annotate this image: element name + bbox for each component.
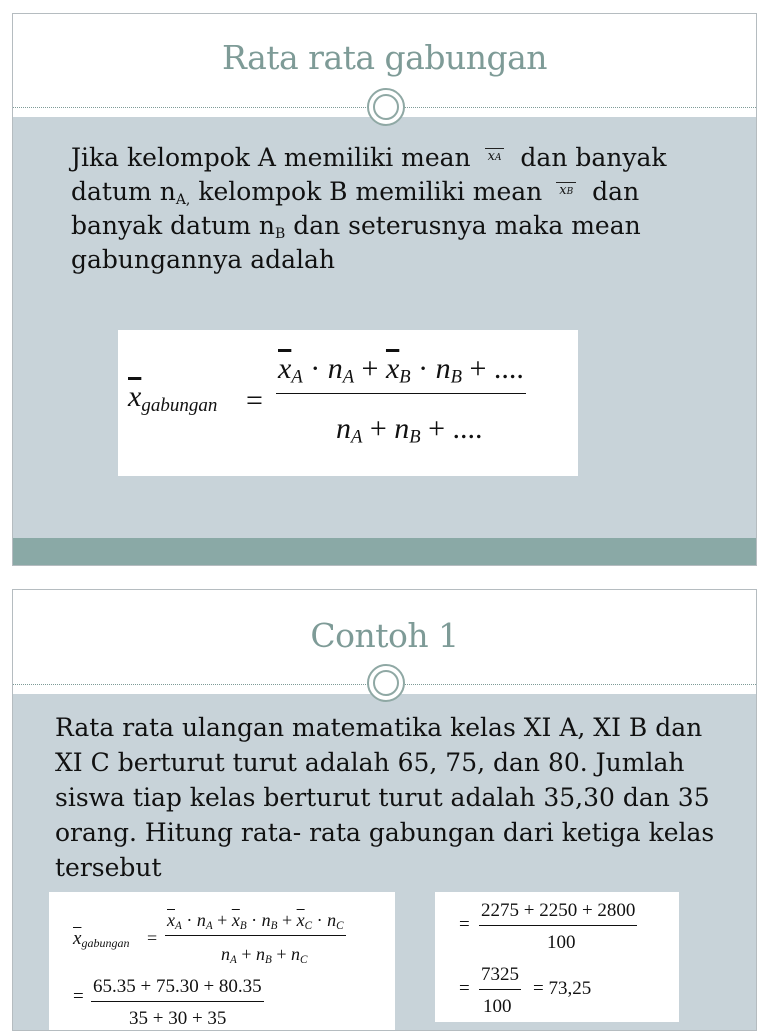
example-formula-left: [49, 892, 395, 1031]
example-line-2: XI C berturut turut adalah 65, 75, dan 80. Jumlah: [55, 748, 685, 777]
example-line-1: Rata rata ulangan matematika kelas XI A, XI B dan: [55, 713, 703, 742]
example-line-5: tersebut: [55, 853, 162, 882]
definition-line-4: gabungannya adalah: [71, 245, 336, 274]
definition-line-3: banyak datum $n_B$ dan seterusnya maka mean: [71, 211, 641, 242]
left-step2-numerator: 65.35 + 75.30 + 80.35: [91, 976, 264, 1002]
combined-mean-formula: [118, 330, 578, 476]
right-equals-1: =: [459, 914, 470, 935]
circle-ornament-icon: [367, 664, 405, 702]
formula-equals: =: [246, 384, 263, 417]
example-line-3: siswa tiap kelas berturut turut adalah 35,30 dan 35: [55, 783, 710, 812]
left-equals: =: [147, 928, 158, 948]
left-step2-equals: =: [73, 986, 84, 1007]
left-denominator: nA + nB + nC: [221, 944, 308, 966]
example-line-4: orang. Hitung rata- rata gabungan dari ketiga kelas: [55, 818, 715, 847]
left-lhs: $\overline{x}gabungan$: [73, 928, 130, 950]
right-result: = 73,25: [533, 978, 592, 999]
mean-b-symbol: xB: [556, 182, 576, 199]
example-formula-right: [435, 892, 679, 1022]
formula-numerator: $\overline{x}A$ · nA + $\overline{x}B$ · nB + ....: [276, 352, 526, 394]
slide-title: Rata rata gabungan: [221, 38, 548, 77]
slide-rata-rata-gabungan: [12, 13, 757, 566]
definition-line-2: datum $n_{A,}$ kelompok B memiliki mean xB dan: [71, 177, 640, 208]
mean-a-symbol: xA: [485, 148, 505, 165]
slide-title: Contoh 1: [310, 616, 459, 655]
slide-contoh-1: [12, 589, 757, 1031]
left-step2-denominator: 35 + 30 + 35: [129, 1008, 227, 1029]
formula-lhs: $\overline{x}gabungan$: [128, 380, 218, 416]
definition-line-1: Jika kelompok A memiliki mean xA dan banyak: [71, 143, 667, 172]
right-numerator-2: 7325: [479, 964, 521, 990]
definition-paragraph: [71, 141, 741, 277]
right-denominator-2: 100: [483, 996, 512, 1017]
left-numerator: $\overline{x}A$ · nA + $\overline{x}B$ · nB + $\overline{x}C$ · nC: [165, 910, 346, 936]
circle-ornament-icon: [367, 88, 405, 126]
formula-denominator: nA + nB + ....: [336, 412, 483, 448]
right-numerator-1: 2275 + 2250 + 2800: [479, 900, 637, 926]
example-paragraph: [55, 710, 745, 885]
right-equals-2: =: [459, 978, 470, 999]
right-denominator-1: 100: [547, 932, 576, 953]
slide-footer-bar: [13, 538, 756, 565]
